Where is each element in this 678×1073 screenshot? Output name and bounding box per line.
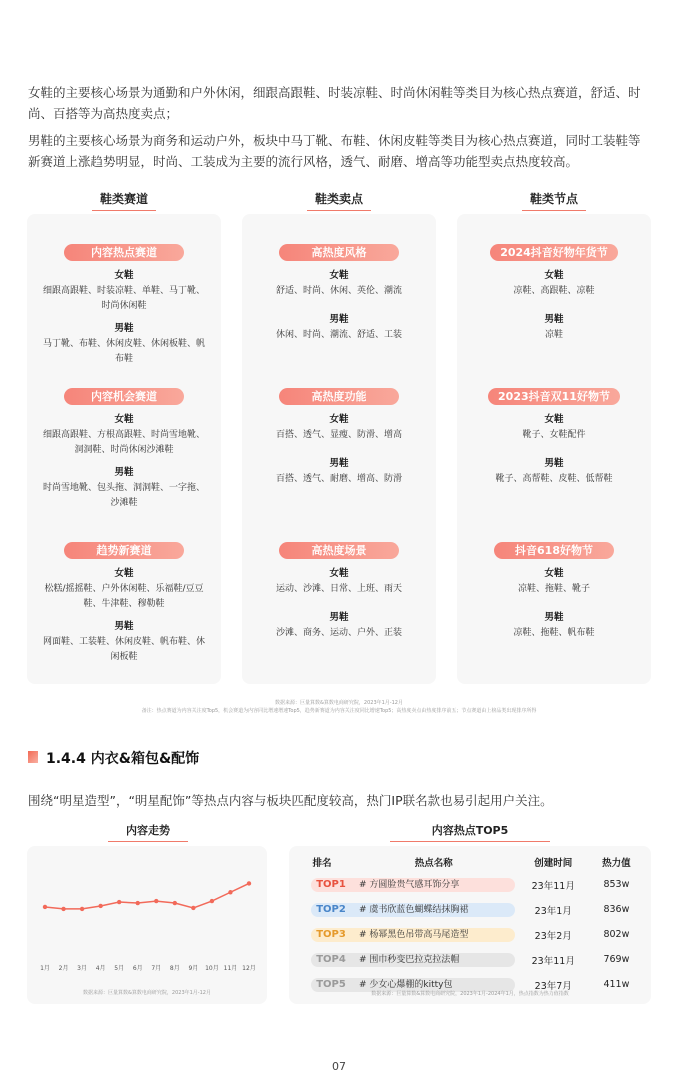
women-items: 靴子、女鞋配件 [522,430,586,440]
col-value-header: 热力值 [602,858,631,869]
heat-value: 411w [603,979,630,990]
page-number: 07 [332,1060,346,1073]
column-header-tracks: 鞋类赛道 [64,190,184,211]
trend-point [98,904,102,908]
men-label: 男鞋 [544,314,564,325]
men-items: 网面鞋、工装鞋、休闲皮鞋、帆布鞋、休闲板鞋 [43,637,206,662]
x-tick-label: 11月 [223,965,238,972]
men-label: 男鞋 [114,621,134,632]
women-items: 凉鞋、拖鞋、靴子 [517,584,590,594]
x-tick-label: 7月 [151,965,162,972]
top5-header-row [296,852,646,872]
top5-source-note: 数据来源：巨量算数&算数电商研究院，2023年1月-2024年1月，热点指数为热力值指数 [371,991,569,997]
created-date: 23年11月 [531,880,575,892]
trend-chart-title: 内容走势 [108,822,188,842]
women-label: 女鞋 [114,270,134,281]
trend-point [43,905,47,909]
hotspot-name: # 少女心爆棚的kitty包 [359,979,453,990]
hotspot-name: # 围巾秒变巴拉克拉法帽 [359,954,460,965]
women-label: 女鞋 [329,568,349,579]
x-tick-label: 6月 [132,965,143,972]
created-date: 23年1月 [534,905,572,917]
top5-pill [311,878,515,892]
created-date: 23年7月 [534,980,572,992]
women-label: 女鞋 [544,414,564,425]
women-shoes-summary: 女鞋的主要核心场景为通勤和户外休闲，细跟高跟鞋、时装凉鞋、时尚休闲鞋等类目为核心热点赛道，舒适、时尚、百搭等为高热度卖点； [28,85,641,121]
card-shoe-tracks [27,214,221,684]
top5-pill-cell [296,947,520,972]
men-items: 靴子、高帮鞋、皮鞋、低帮鞋 [495,474,613,484]
trend-point [80,907,84,911]
rank-label: TOP5 [316,978,346,990]
women-label: 女鞋 [544,568,564,579]
col-rank-header: 排名 [312,858,332,869]
men-label: 男鞋 [544,612,564,623]
x-tick-label: 10月 [205,965,219,972]
card-selling-points [242,214,436,684]
women-items: 细跟高跟鞋、方根高跟鞋、时尚雪地靴、洞洞鞋、时尚休闲沙滩鞋 [43,430,206,455]
men-items: 百搭、透气、耐磨、增高、防滑 [275,474,402,484]
section-title: 1.4.4 内衣&箱包&配饰 [46,751,200,767]
block-node-618 [457,539,651,641]
block-opportunity-tracks [27,385,221,511]
women-label: 女鞋 [544,270,564,281]
hotspot-name: # 虞书欣蓝色蝴蝶结抹胸裙 [359,904,469,915]
section-marker-icon [28,751,38,763]
x-tick-label: 9月 [188,965,199,972]
top5-pill-cell [296,922,520,947]
card-shoe-nodes [457,214,651,684]
x-tick-label: 1月 [40,965,50,972]
men-label: 男鞋 [329,314,349,325]
data-source-note: 数据来源：巨量算数&算数电商研究院，2023年1月-12月 [275,700,403,706]
top5-pill [311,903,515,917]
women-label: 女鞋 [114,414,134,425]
x-tick-label: 2月 [58,965,69,972]
women-label: 女鞋 [329,270,349,281]
trend-source-note: 数据来源：巨量算数&算数电商研究院，2023年1月-12月 [83,990,211,996]
heat-value: 836w [603,904,630,915]
men-items: 凉鞋 [544,330,563,340]
men-items: 休闲、时尚、潮流、舒适、工装 [275,330,402,340]
tag-label: 2024抖音好物年货节 [490,244,618,261]
block-node-2024-newyear [457,241,651,343]
col-name-header: 热点名称 [414,858,453,869]
hotspot-name: # 杨幂黑色吊带高马尾造型 [359,929,469,940]
trend-series-line [45,883,249,908]
men-items: 马丁靴、布鞋、休闲皮鞋、休闲板鞋、帆布鞋 [43,339,206,364]
x-tick-label: 8月 [169,965,180,972]
section-summary: 围绕“明星造型”，“明星配饰”等热点内容与板块匹配度较高，热门IP联名款也易引起用户关注。 [28,793,553,808]
women-items: 松糕/摇摇鞋、户外休闲鞋、乐福鞋/豆豆鞋、牛津鞋、穆勒鞋 [44,584,204,609]
trend-point [117,900,121,904]
heat-value: 802w [603,929,630,940]
men-shoes-summary: 男鞋的主要核心场景为商务和运动户外，板块中马丁靴、布鞋、休闲皮鞋等类目为核心热点赛道，同时工装鞋等新赛道上涨趋势明显，时尚、工装成为主要的流行风格，透气、耐磨、增高等功能型卖点热度较高。 [28,133,641,169]
top5-row [296,922,646,947]
top5-pill [311,953,515,967]
top5-pill-cell [296,897,520,922]
block-trend-tracks [27,539,221,665]
column-header-selling-points: 鞋类卖点 [279,190,399,211]
top5-pill-cell [296,872,520,897]
rank-label: TOP1 [316,878,346,890]
top5-table [296,852,646,997]
men-label: 男鞋 [329,612,349,623]
trend-point [210,899,214,903]
trend-point [154,899,158,903]
rank-label: TOP4 [316,953,346,965]
top5-pill [311,928,515,942]
trend-chart-panel [27,846,267,1004]
top5-title: 内容热点TOP5 [390,822,550,842]
tag-label: 高热度风格 [279,244,399,261]
top5-row [296,897,646,922]
rank-label: TOP2 [316,903,346,915]
women-items: 百搭、透气、显瘦、防滑、增高 [275,430,402,440]
women-items: 运动、沙滩、日常、上班、雨天 [275,584,402,594]
women-label: 女鞋 [114,568,134,579]
tag-label: 2023抖音双11好物节 [488,388,620,405]
x-tick-label: 4月 [95,965,106,972]
x-tick-label: 5月 [114,965,125,972]
trend-point [191,906,195,910]
women-items: 凉鞋、高跟鞋、凉鞋 [513,286,595,296]
block-node-2023-double11 [457,385,651,487]
col-date-header: 创建时间 [534,858,573,869]
trend-point [228,890,232,894]
x-tick-label: 12月 [242,965,256,972]
hotspot-name: # 方圆脸贵气感耳饰分享 [359,879,460,890]
created-date: 23年2月 [534,930,572,942]
x-tick-label: 3月 [77,965,88,972]
women-items: 舒适、时尚、休闲、英伦、潮流 [275,286,402,296]
block-hot-function [242,385,436,487]
trend-point [173,901,177,905]
trend-line-chart [27,846,267,986]
column-header-nodes: 鞋类节点 [494,190,614,211]
trend-point [136,901,140,905]
women-label: 女鞋 [329,414,349,425]
top5-row [296,872,646,897]
trend-point [247,881,251,885]
men-items: 凉鞋、拖鞋、帆布鞋 [513,628,595,638]
heat-value: 853w [603,879,630,890]
tag-label: 内容机会赛道 [64,388,184,405]
block-hot-tracks [27,241,221,367]
men-items: 沙滩、商务、运动、户外、正装 [275,628,402,638]
men-label: 男鞋 [114,323,134,334]
tag-label: 抖音618好物节 [494,542,614,559]
men-label: 男鞋 [329,458,349,469]
tag-label: 高热度场景 [279,542,399,559]
trend-point [61,907,65,911]
top5-row [296,947,646,972]
block-hot-scene [242,539,436,641]
tag-label: 内容热点赛道 [64,244,184,261]
block-hot-style [242,241,436,343]
men-label: 男鞋 [544,458,564,469]
women-items: 细跟高跟鞋、时装凉鞋、单鞋、马丁靴、时尚休闲鞋 [43,286,206,311]
men-items: 时尚雪地靴、包头拖、洞洞鞋、一字拖、沙滩鞋 [43,483,206,508]
rank-label: TOP3 [316,928,346,940]
remark-note: 备注：热点赛道为内容关注度Top5，机会赛道为内容同比增速增速Top5，趋势新赛道为内容关注度同比增速Top5；高热度卖点由热度排序前五；节点赛道由上榜品类出现排序所得 [141,708,537,714]
men-label: 男鞋 [114,467,134,478]
tag-label: 高热度功能 [279,388,399,405]
heat-value: 769w [603,954,630,965]
created-date: 23年11月 [531,955,575,967]
tag-label: 趋势新赛道 [64,542,184,559]
